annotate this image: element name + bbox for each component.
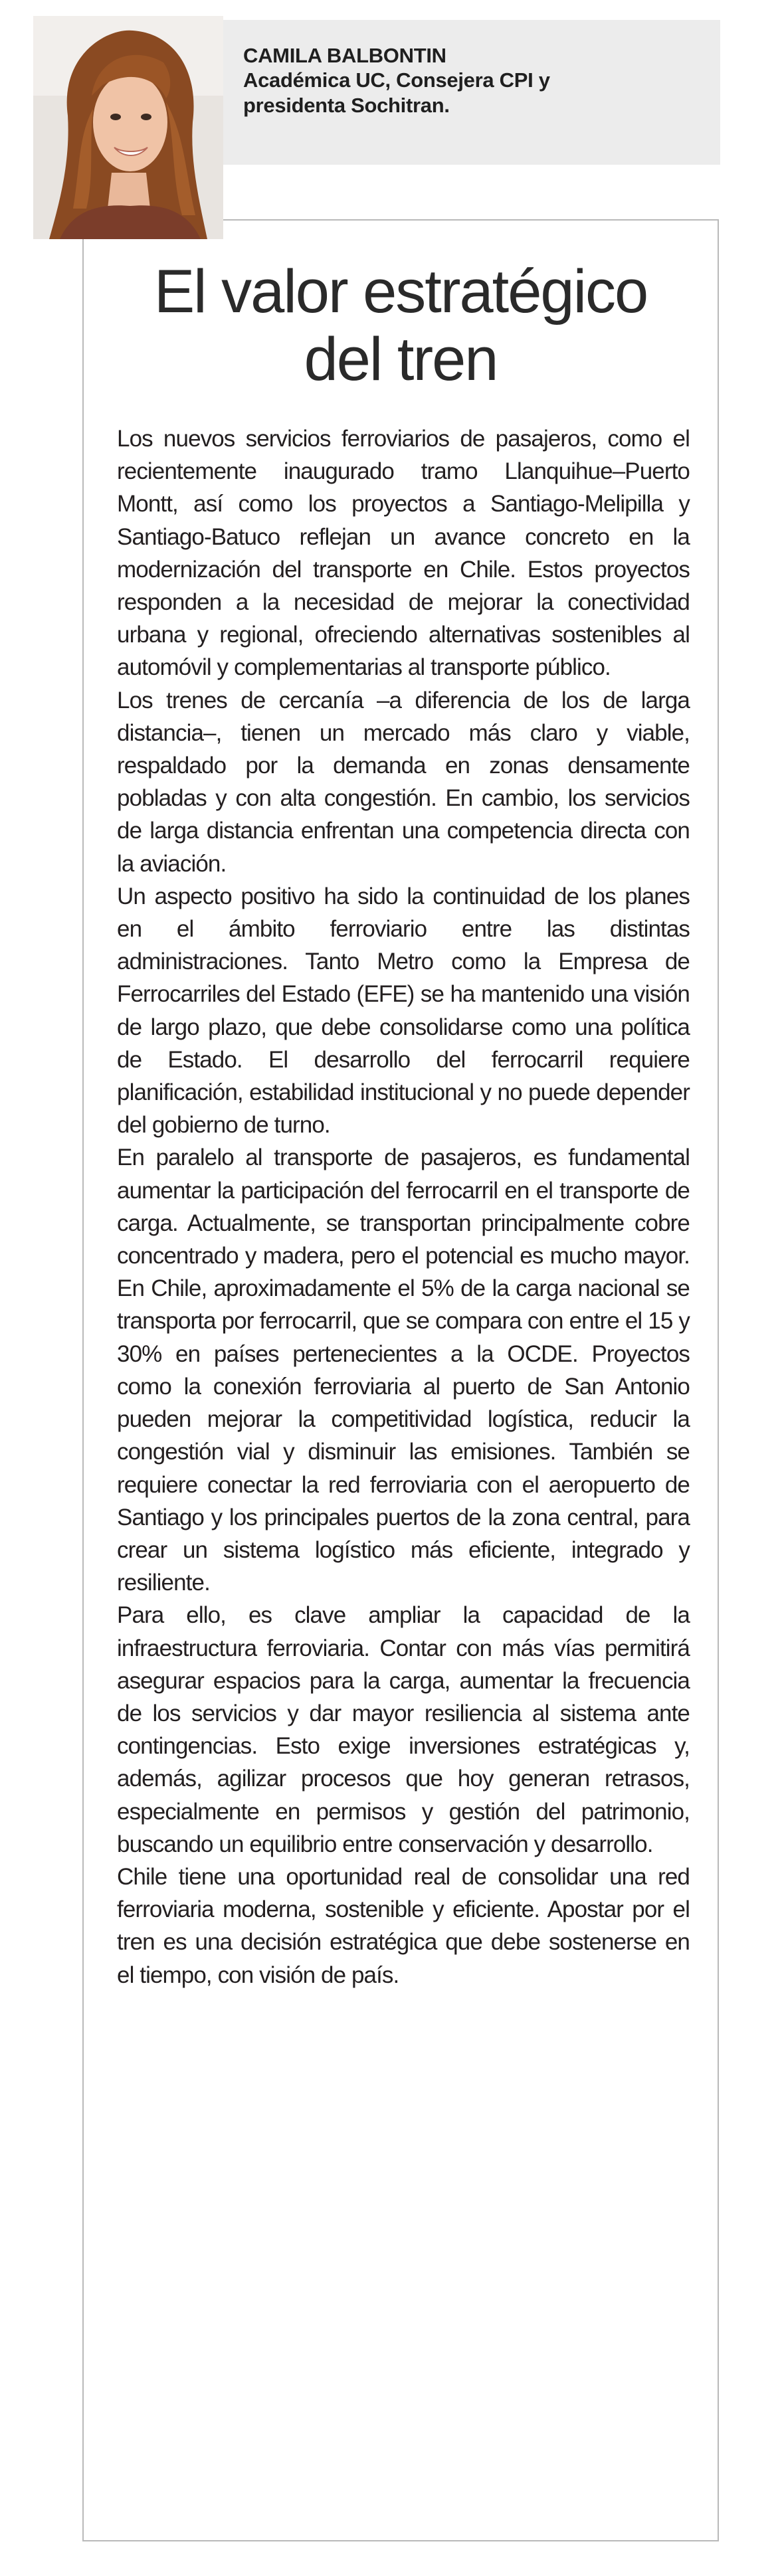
article-body (117, 422, 690, 1991)
author-role: Académica UC, Consejera CPI y presidenta Sochitran. (243, 68, 550, 117)
article-paragraph-2: Los trenes de cercanía –a diferencia de los de larga distancia–, tienen un mercado más claro y viable, respaldado por la demanda en zonas densamente pobladas y con alta congestión. En cambio, los servicios de larga distancia enfrentan una competencia directa con la aviación. (117, 687, 690, 877)
article-title-line-1: El valor estratégico (153, 258, 648, 325)
article-paragraph-1: Los nuevos servicios ferroviarios de pasajeros, como el recientemente inaugurado tramo Llanquihue–Puerto Montt, así como los proyectos a Santiago-Melipilla y Santiago-Batuco reflejan un avance concreto en la modernización del transporte en Chile. Estos proyectos responden a la necesidad de mejorar la conectividad urbana y regional, ofreciendo alternativas sostenibles al automóvil y complementarias al transporte público. (117, 426, 690, 681)
article-paragraph-5: Para ello, es clave ampliar la capacidad de la infraestructura ferroviaria. Contar con más vías permitirá asegurar espacios para la carga, aumentar la frecuencia de los servicios y dar mayor resiliencia al sistema ante contingencias. Esto exige inversiones estratégicas y, además, agilizar procesos que hoy generan retrasos, especialmente en permisos y gestión del patrimonio, buscando un equilibrio entre conservación y desarrollo. (117, 1602, 690, 1857)
author-info (243, 44, 615, 118)
article-paragraph-3: Un aspecto positivo ha sido la continuidad de los planes en el ámbito ferroviario entre las distintas administraciones. Tanto Metro como la Empresa de Ferrocarriles del Estado (EFE) se ha mantenido una visión de largo plazo, que debe consolidarse como una política de Estado. El desarrollo del ferrocarril requiere planificación, estabilidad institucional y no puede depender del gobierno de turno. (117, 883, 690, 1139)
author-name: CAMILA BALBONTIN (243, 44, 446, 67)
author-photo (33, 16, 223, 239)
article-title-line-2: del tren (304, 325, 498, 393)
article-paragraph-4: En paralelo al transporte de pasajeros, es fundamental aumentar la participación del ferrocarril en el transporte de carga. Actualmente, se transportan principalmente cobre concentrado y madera, pero el potencial es mucho mayor. En Chile, aproximadamente el 5% de la carga nacional se transporta por ferrocarril, que se compara con entre el 15 y 30% en países pertenecientes a la OCDE. Proyectos como la conexión ferroviaria al puerto de San Antonio pueden mejorar la competitividad logística, reducir la congestión vial y disminuir las emisiones. También se requiere conectar la red ferroviaria con el aeropuerto de Santiago y los principales puertos de la zona central, para crear un sistema logístico más eficiente, integrado y resiliente. (117, 1145, 690, 1596)
article-paragraph-6: Chile tiene una oportunidad real de consolidar una red ferroviaria moderna, sostenible y eficiente. Apostar por el tren es una decisión estratégica que debe sostenerse en el tiempo, con visión de país. (117, 1863, 690, 1988)
article-title (84, 258, 718, 393)
